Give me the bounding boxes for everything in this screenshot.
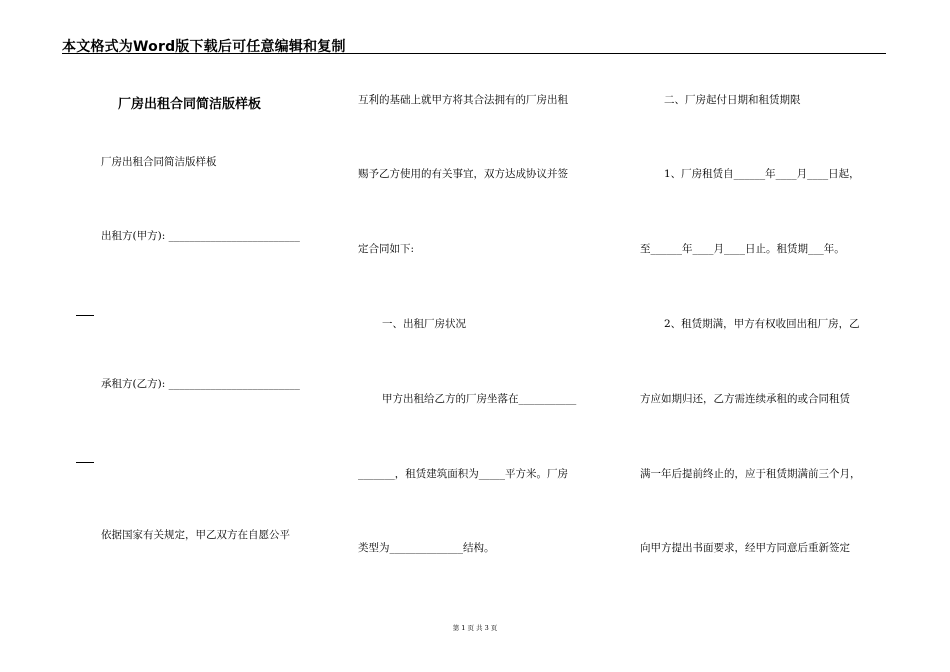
- section-heading: 一、出租厂房状况: [382, 318, 466, 330]
- paragraph-line: 定合同如下:: [358, 243, 415, 255]
- lessor-line: 出租方(甲方): _________________________: [101, 230, 300, 242]
- page-number: 第 1 页 共 3 页: [452, 624, 498, 632]
- document-title: 厂房出租合同简洁版样板: [118, 97, 262, 112]
- lessee-line: 承租方(乙方): _________________________: [101, 378, 300, 390]
- header-divider: [62, 53, 886, 54]
- short-rule-2: [76, 462, 94, 463]
- paragraph-line: _______，租赁建筑面积为_____平方米。厂房: [358, 468, 568, 480]
- paragraph-line: 类型为______________结构。: [358, 542, 495, 554]
- paragraph-line: 方应如期归还，乙方需连续承租的或合同租赁: [640, 393, 850, 405]
- subtitle: 厂房出租合同简洁版样板: [101, 156, 217, 168]
- paragraph-line: 赐予乙方使用的有关事宜，双方达成协议并签: [358, 168, 568, 180]
- paragraph-line: 2、租赁期满，甲方有权收回出租厂房，乙: [664, 318, 860, 330]
- paragraph-line: 1、厂房租赁自______年____月____日起，: [664, 168, 860, 180]
- paragraph-line: 向甲方提出书面要求，经甲方同意后重新签定: [640, 542, 850, 554]
- paragraph-line: 甲方出租给乙方的厂房坐落在___________: [382, 393, 577, 405]
- short-rule-1: [76, 315, 94, 316]
- section-heading: 二、厂房起付日期和租赁期限: [664, 94, 801, 106]
- paragraph-line: 满一年后提前终止的，应于租赁期满前三个月，: [640, 468, 861, 480]
- paragraph-line: 互利的基础上就甲方将其合法拥有的厂房出租: [358, 94, 568, 106]
- basis-line: 依据国家有关规定，甲乙双方在自愿公平: [101, 529, 290, 541]
- paragraph-line: 至______年____月____日止。租赁期___年。: [640, 243, 845, 255]
- page-header: 本文格式为Word版下载后可任意编辑和复制: [62, 39, 346, 55]
